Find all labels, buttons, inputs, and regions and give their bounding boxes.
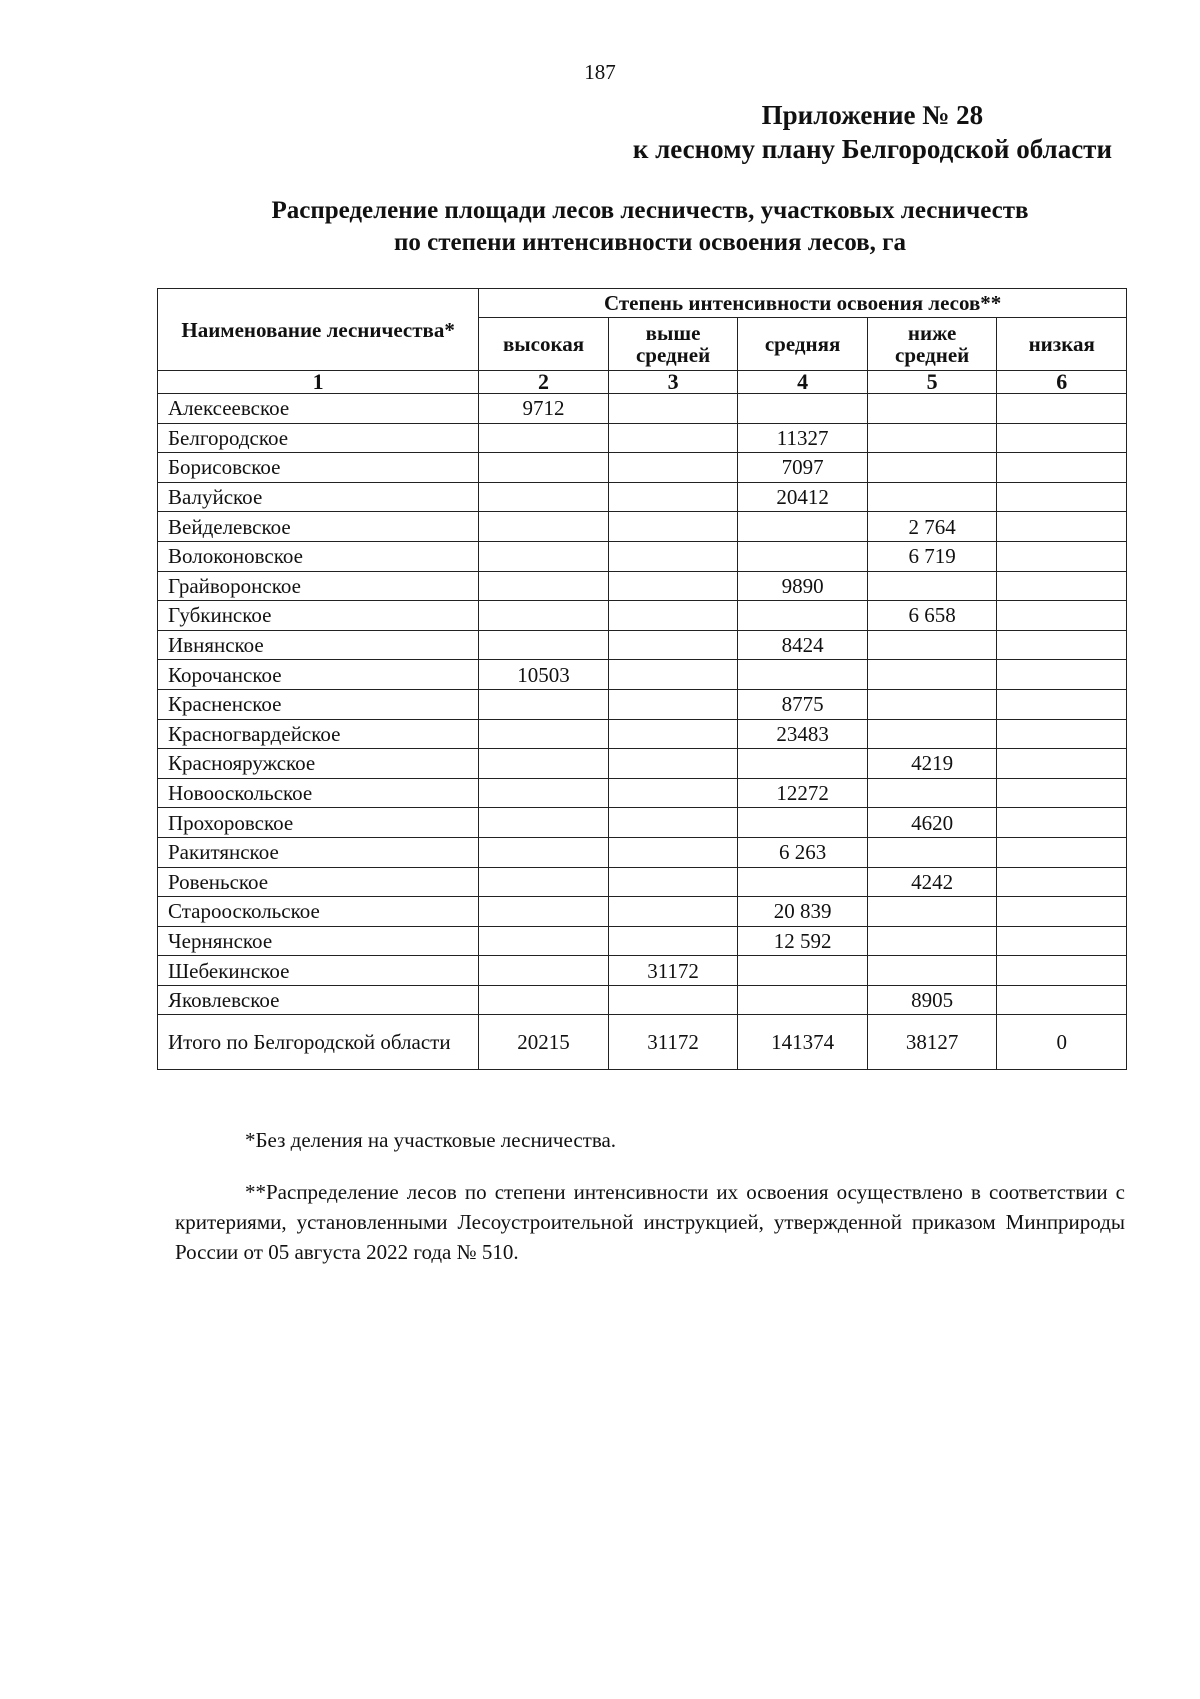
table-row bbox=[158, 394, 1127, 424]
forestry-name: Красненское bbox=[158, 689, 479, 719]
area-cell bbox=[997, 808, 1127, 838]
area-cell bbox=[608, 394, 738, 424]
table-row bbox=[158, 423, 1127, 453]
forestry-name: Грайворонское bbox=[158, 571, 479, 601]
area-cell bbox=[867, 630, 997, 660]
forestry-name: Шебекинское bbox=[158, 956, 479, 986]
area-cell bbox=[997, 453, 1127, 483]
table-row bbox=[158, 512, 1127, 542]
area-cell bbox=[867, 926, 997, 956]
area-cell: 38127 bbox=[867, 1015, 997, 1070]
area-cell: 0 bbox=[997, 1015, 1127, 1070]
area-cell bbox=[608, 719, 738, 749]
table-row bbox=[158, 897, 1127, 927]
area-cell bbox=[738, 394, 868, 424]
area-cell bbox=[479, 689, 609, 719]
area-cell bbox=[867, 423, 997, 453]
area-cell bbox=[608, 749, 738, 779]
area-cell bbox=[867, 956, 997, 986]
forestry-name: Валуйское bbox=[158, 482, 479, 512]
total-row bbox=[158, 1015, 1127, 1070]
area-cell bbox=[479, 985, 609, 1015]
forestry-name: Старооскольское bbox=[158, 897, 479, 927]
area-cell bbox=[479, 808, 609, 838]
area-cell bbox=[608, 482, 738, 512]
area-cell: 12272 bbox=[738, 778, 868, 808]
area-cell bbox=[608, 808, 738, 838]
area-cell bbox=[479, 897, 609, 927]
forestry-name: Борисовское bbox=[158, 453, 479, 483]
area-cell bbox=[608, 512, 738, 542]
area-cell bbox=[608, 423, 738, 453]
forestry-name: Вейделевское bbox=[158, 512, 479, 542]
table-row bbox=[158, 482, 1127, 512]
area-cell bbox=[479, 749, 609, 779]
area-cell bbox=[867, 837, 997, 867]
document-title bbox=[150, 195, 1150, 259]
column-header-high: высокая bbox=[479, 318, 609, 371]
area-cell bbox=[867, 571, 997, 601]
area-cell bbox=[608, 571, 738, 601]
area-cell bbox=[997, 778, 1127, 808]
page-number: 187 bbox=[584, 60, 616, 84]
area-cell bbox=[608, 630, 738, 660]
area-cell bbox=[608, 601, 738, 631]
area-cell bbox=[479, 571, 609, 601]
area-cell bbox=[479, 630, 609, 660]
area-cell bbox=[608, 985, 738, 1015]
area-cell bbox=[867, 689, 997, 719]
table-row bbox=[158, 985, 1127, 1015]
area-cell bbox=[479, 541, 609, 571]
area-cell: 4219 bbox=[867, 749, 997, 779]
forestry-name: Чернянское bbox=[158, 926, 479, 956]
forestry-name: Прохоровское bbox=[158, 808, 479, 838]
area-cell bbox=[608, 660, 738, 690]
column-number: 5 bbox=[867, 371, 997, 394]
appendix-heading bbox=[633, 98, 1112, 166]
area-cell: 12 592 bbox=[738, 926, 868, 956]
forestry-name: Краснояружское bbox=[158, 749, 479, 779]
area-cell bbox=[479, 956, 609, 986]
total-label: Итого по Белгородской области bbox=[158, 1015, 479, 1070]
forestry-name: Яковлевское bbox=[158, 985, 479, 1015]
area-cell: 8905 bbox=[867, 985, 997, 1015]
area-cell: 4620 bbox=[867, 808, 997, 838]
area-cell: 7097 bbox=[738, 453, 868, 483]
forestry-name: Ракитянское bbox=[158, 837, 479, 867]
table-row bbox=[158, 719, 1127, 749]
area-cell: 10503 bbox=[479, 660, 609, 690]
area-cell bbox=[608, 541, 738, 571]
forestry-name: Новооскольское bbox=[158, 778, 479, 808]
area-cell bbox=[479, 482, 609, 512]
area-cell bbox=[997, 956, 1127, 986]
area-cell: 6 719 bbox=[867, 541, 997, 571]
column-number: 3 bbox=[608, 371, 738, 394]
column-number: 6 bbox=[997, 371, 1127, 394]
table-row bbox=[158, 956, 1127, 986]
area-cell bbox=[479, 512, 609, 542]
area-cell bbox=[997, 423, 1127, 453]
area-cell bbox=[479, 601, 609, 631]
area-cell: 31172 bbox=[608, 956, 738, 986]
area-cell bbox=[997, 926, 1127, 956]
table-body bbox=[158, 394, 1127, 1070]
area-cell: 6 263 bbox=[738, 837, 868, 867]
area-cell: 20412 bbox=[738, 482, 868, 512]
area-cell bbox=[997, 571, 1127, 601]
column-number: 2 bbox=[479, 371, 609, 394]
column-number: 1 bbox=[158, 371, 479, 394]
table-row bbox=[158, 630, 1127, 660]
area-cell bbox=[608, 897, 738, 927]
table-row bbox=[158, 601, 1127, 631]
name-column-header: Наименование лесничества* bbox=[158, 289, 479, 371]
column-header-average: средняя bbox=[738, 318, 868, 371]
area-cell bbox=[997, 719, 1127, 749]
area-cell bbox=[997, 482, 1127, 512]
intensity-group-header: Степень интенсивности освоения лесов** bbox=[479, 289, 1127, 318]
forestry-name: Ровеньское bbox=[158, 867, 479, 897]
column-header-below-average: ниже средней bbox=[867, 318, 997, 371]
column-header-above-average: выше средней bbox=[608, 318, 738, 371]
area-cell bbox=[867, 394, 997, 424]
area-cell bbox=[608, 926, 738, 956]
area-cell bbox=[738, 808, 868, 838]
appendix-reference: к лесному плану Белгородской области bbox=[632, 134, 1112, 164]
area-cell: 20215 bbox=[479, 1015, 609, 1070]
area-cell bbox=[738, 601, 868, 631]
area-cell bbox=[997, 689, 1127, 719]
area-cell: 2 764 bbox=[867, 512, 997, 542]
area-cell bbox=[479, 837, 609, 867]
footnote-1: *Без деления на участковые лесничества. bbox=[245, 1128, 617, 1152]
area-cell bbox=[479, 423, 609, 453]
area-cell bbox=[479, 719, 609, 749]
table-row bbox=[158, 808, 1127, 838]
footnotes bbox=[175, 1125, 1125, 1267]
area-cell: 141374 bbox=[738, 1015, 868, 1070]
area-cell bbox=[738, 541, 868, 571]
area-cell: 31172 bbox=[608, 1015, 738, 1070]
appendix-number: Приложение № 28 bbox=[761, 100, 984, 130]
area-cell bbox=[997, 394, 1127, 424]
area-cell bbox=[997, 541, 1127, 571]
title-line-1: Распределение площади лесов лесничеств, участковых лесничеств bbox=[271, 197, 1029, 224]
table-row bbox=[158, 689, 1127, 719]
area-cell bbox=[997, 837, 1127, 867]
area-cell bbox=[867, 482, 997, 512]
area-cell bbox=[867, 897, 997, 927]
area-cell: 4242 bbox=[867, 867, 997, 897]
area-cell bbox=[867, 719, 997, 749]
area-cell bbox=[738, 660, 868, 690]
area-cell: 6 658 bbox=[867, 601, 997, 631]
area-cell bbox=[738, 985, 868, 1015]
forestry-name: Алексеевское bbox=[158, 394, 479, 424]
area-cell bbox=[997, 867, 1127, 897]
forestry-name: Волоконовское bbox=[158, 541, 479, 571]
area-cell bbox=[738, 749, 868, 779]
column-number: 4 bbox=[738, 371, 868, 394]
area-cell bbox=[608, 453, 738, 483]
forestry-name: Губкинское bbox=[158, 601, 479, 631]
table-row bbox=[158, 867, 1127, 897]
area-cell: 8775 bbox=[738, 689, 868, 719]
area-cell bbox=[738, 867, 868, 897]
forestry-name: Белгородское bbox=[158, 423, 479, 453]
area-cell bbox=[997, 660, 1127, 690]
footnote-2: **Распределение лесов по степени интенсивности их освоения осуществлено в соответствии с критериями, установленными Лесоустроительной инструкцией, утвержденной приказом Минприроды России от 05 августа 2022 года № 510. bbox=[175, 1180, 1125, 1264]
area-cell bbox=[997, 985, 1127, 1015]
area-cell bbox=[997, 601, 1127, 631]
area-cell: 20 839 bbox=[738, 897, 868, 927]
area-cell bbox=[867, 778, 997, 808]
area-cell: 9712 bbox=[479, 394, 609, 424]
area-cell: 8424 bbox=[738, 630, 868, 660]
area-cell bbox=[608, 837, 738, 867]
area-cell bbox=[738, 956, 868, 986]
forestry-name: Ивнянское bbox=[158, 630, 479, 660]
area-cell bbox=[997, 512, 1127, 542]
area-cell bbox=[479, 926, 609, 956]
table-row bbox=[158, 778, 1127, 808]
forest-intensity-table bbox=[157, 288, 1127, 1070]
area-cell bbox=[479, 778, 609, 808]
column-header-low: низкая bbox=[997, 318, 1127, 371]
table-row bbox=[158, 660, 1127, 690]
area-cell bbox=[867, 660, 997, 690]
area-cell: 9890 bbox=[738, 571, 868, 601]
table-row bbox=[158, 749, 1127, 779]
table-row bbox=[158, 571, 1127, 601]
table-row bbox=[158, 926, 1127, 956]
area-cell bbox=[608, 778, 738, 808]
area-cell bbox=[479, 867, 609, 897]
area-cell: 11327 bbox=[738, 423, 868, 453]
area-cell: 23483 bbox=[738, 719, 868, 749]
area-cell bbox=[738, 512, 868, 542]
area-cell bbox=[997, 897, 1127, 927]
area-cell bbox=[997, 749, 1127, 779]
area-cell bbox=[608, 689, 738, 719]
forestry-name: Красногвардейское bbox=[158, 719, 479, 749]
area-cell bbox=[867, 453, 997, 483]
table-row bbox=[158, 453, 1127, 483]
area-cell bbox=[608, 867, 738, 897]
table-row bbox=[158, 541, 1127, 571]
title-line-2: по степени интенсивности освоения лесов, га bbox=[393, 229, 907, 256]
table-row bbox=[158, 837, 1127, 867]
area-cell bbox=[479, 453, 609, 483]
area-cell bbox=[997, 630, 1127, 660]
forestry-name: Корочанское bbox=[158, 660, 479, 690]
